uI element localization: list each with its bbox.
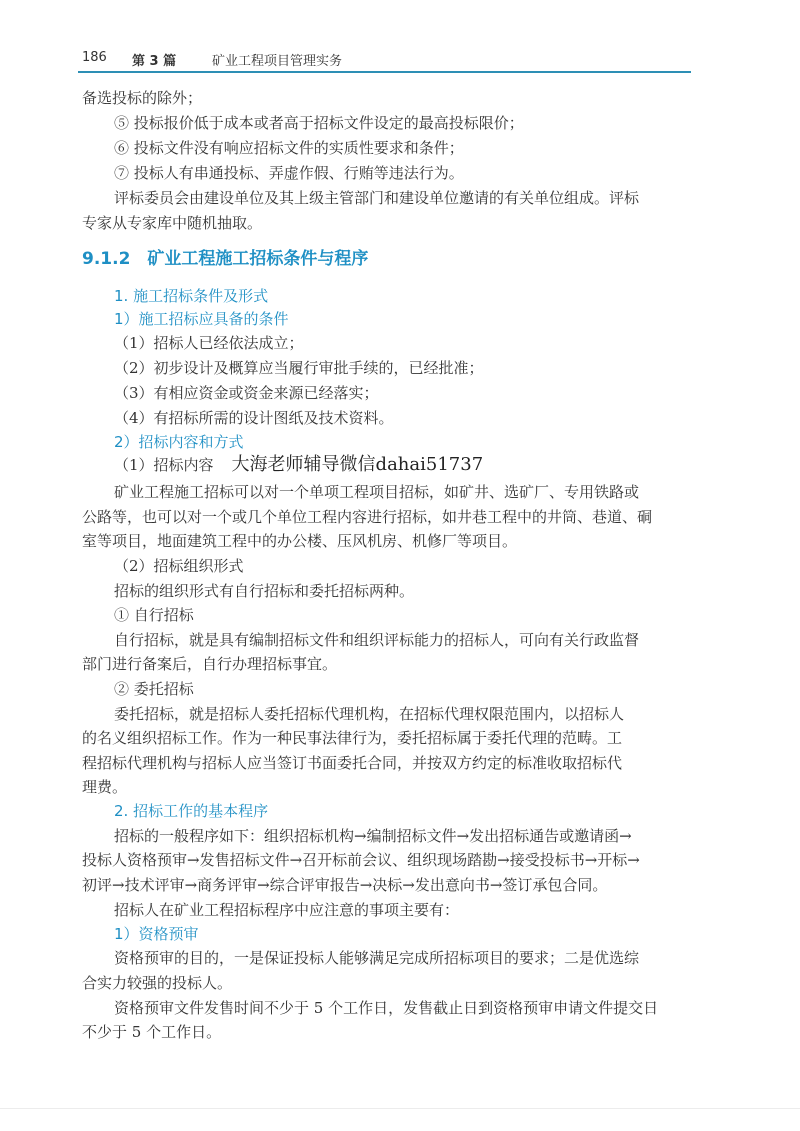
- text-line: ② 委托招标: [114, 680, 194, 698]
- text-line: 部门进行备案后，自行办理招标事宜。: [82, 655, 338, 673]
- text-line: 矿业工程施工招标可以对一个单项工程项目招标，如矿井、选矿厂、专用铁路或: [114, 483, 640, 501]
- text-line: 理费。: [82, 778, 128, 796]
- text-line: 室等项目，地面建筑工程中的办公楼、压风机房、机修厂等项目。: [82, 532, 518, 550]
- text-line: 投标人资格预审→发售招标文件→召开标前会议、组织现场踏勘→接受投标书→开标→: [82, 851, 640, 869]
- text-line: ① 自行招标: [114, 606, 194, 624]
- text-line: 不少于 5 个工作日。: [82, 1023, 222, 1041]
- text-line: 自行招标，就是具有编制招标文件和组织评标能力的招标人，可向有关行政监督: [114, 631, 640, 649]
- text-line-with-mark: [114, 454, 483, 476]
- inline-mark: 大海老师辅导微信dahai51737: [231, 454, 484, 475]
- text-line: 备选投标的除外；: [82, 89, 203, 107]
- page-number: 186: [82, 50, 107, 65]
- text-line: 招标的一般程序如下：组织招标机构→编制招标文件→发出招标通告或邀请函→: [114, 827, 632, 845]
- sub-subsection-heading: 1）资格预审: [114, 925, 199, 943]
- text-line: 的名义组织招标工作。作为一种民事法律行为，委托招标属于委托代理的范畴。工: [82, 729, 623, 747]
- book-title: 矿业工程项目管理实务: [212, 54, 343, 69]
- text-line: ⑤ 投标报价低于成本或者高于招标文件设定的最高投标限价；: [114, 114, 524, 132]
- text-line: （1）招标人已经依法成立；: [114, 334, 304, 352]
- sub-subsection-heading: 2）招标内容和方式: [114, 433, 244, 451]
- sub-subsection-heading: 1）施工招标应具备的条件: [114, 310, 289, 328]
- text-line: 专家从专家库中随机抽取。: [82, 214, 263, 232]
- text-line: 初评→技术评审→商务评审→综合评审报告→决标→发出意向书→签订承包合同。: [82, 876, 608, 894]
- text-line: ⑥ 投标文件没有响应招标文件的实质性要求和条件；: [114, 139, 464, 157]
- text-line: 公路等，也可以对一个或几个单位工程内容进行招标，如井巷工程中的井筒、巷道、硐: [82, 508, 653, 526]
- part-label: 第 3 篇: [132, 54, 177, 69]
- text-line: 评标委员会由建设单位及其上级主管部门和建设单位邀请的有关单位组成。评标: [114, 189, 640, 207]
- text-line: 合实力较强的投标人。: [82, 974, 233, 992]
- text-line: ⑦ 投标人有串通投标、弄虚作假、行贿等违法行为。: [114, 164, 464, 182]
- subsection-heading: 2. 招标工作的基本程序: [114, 802, 269, 820]
- text-line: 委托招标，就是招标人委托招标代理机构，在招标代理权限范围内，以招标人: [114, 705, 625, 723]
- text-line: （3）有相应资金或资金来源已经落实；: [114, 384, 379, 402]
- item-heading: （1）招标内容: [114, 456, 214, 474]
- header-rule: [78, 71, 691, 73]
- text-line: 资格预审的目的，一是保证投标人能够满足完成所招标项目的要求；二是优选综: [114, 949, 640, 967]
- text-line: （2）初步设计及概算应当履行审批手续的，已经批准；: [114, 359, 484, 377]
- text-line: 程招标代理机构与招标人应当签订书面委托合同，并按双方约定的标准收取招标代: [82, 754, 623, 772]
- text-line: 资格预审文件发售时间不少于 5 个工作日，发售截止日到资格预审申请文件提交日: [114, 999, 659, 1017]
- text-line: （4）有招标所需的设计图纸及技术资料。: [114, 409, 394, 427]
- running-header: [82, 46, 690, 70]
- section-heading: 9.1.2 矿业工程施工招标条件与程序: [82, 249, 369, 269]
- page-edge-line: [0, 1108, 800, 1109]
- subsection-heading: 1. 施工招标条件及形式: [114, 287, 269, 305]
- text-line: 招标的组织形式有自行招标和委托招标两种。: [114, 582, 415, 600]
- text-line: 招标人在矿业工程招标程序中应注意的事项主要有：: [114, 901, 460, 919]
- text-line: （2）招标组织形式: [114, 557, 244, 575]
